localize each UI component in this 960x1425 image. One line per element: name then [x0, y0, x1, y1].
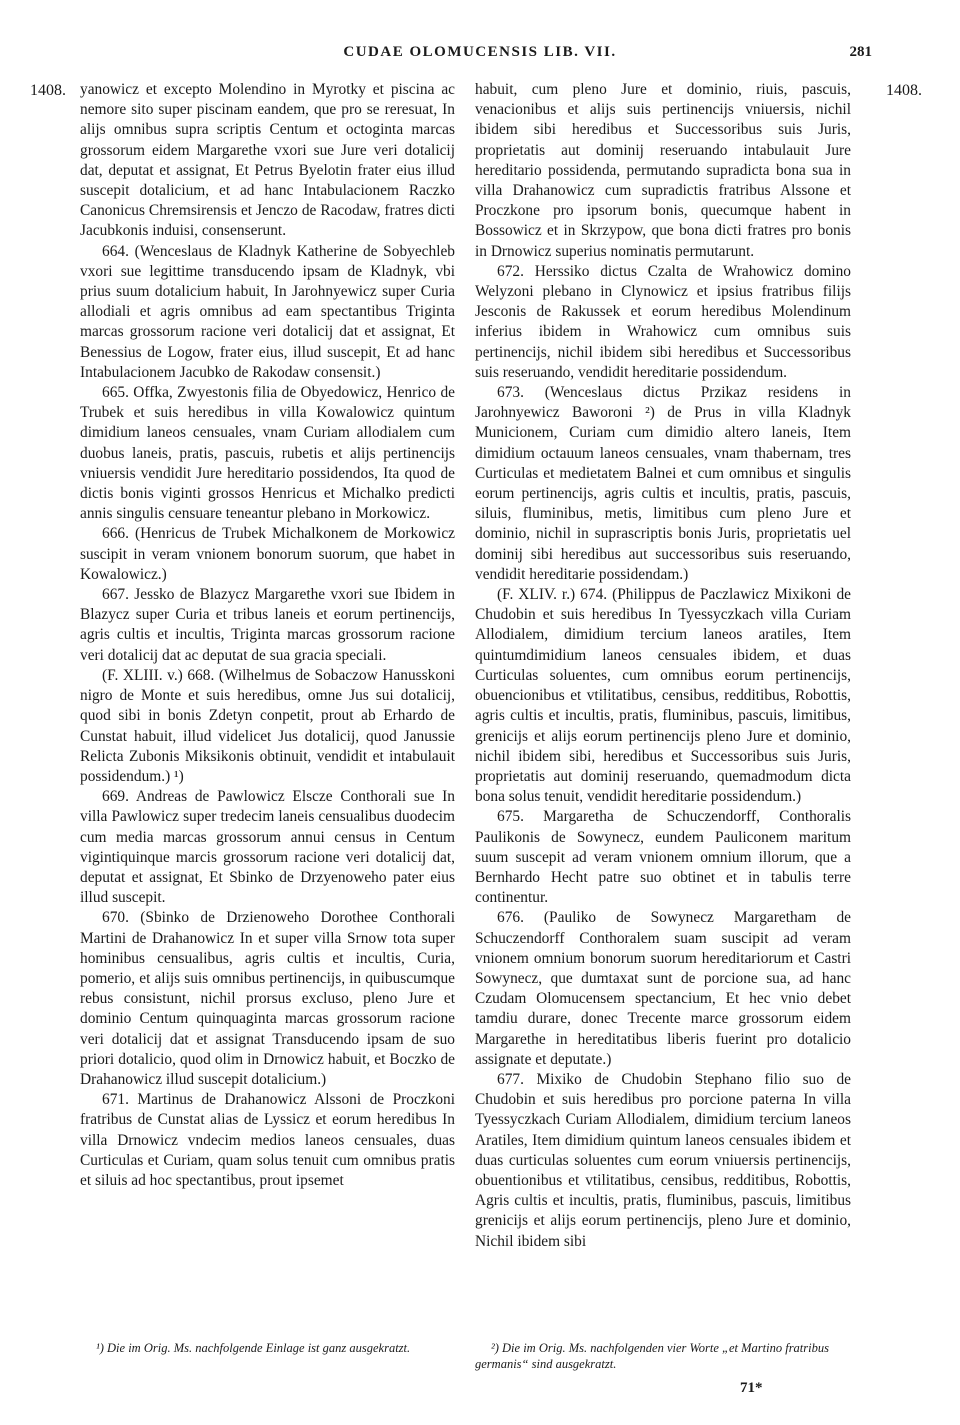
paragraph: (F. XLIII. v.) 668. (Wilhelmus de Sobaczow Hanusskoni nigro de Monte et suis heredibus, omne Jus sui dotalicij, quod sibi in bonis Zdetyn conpetit, prout ab Erhardo de Cunstat habuit, illud videlicet Jus dotalicij, quod Janussie Relicta Zubonis Miksikonis obtinuit, vendidit et intabulauit possidendum.) ¹)	[80, 666, 455, 785]
footnote: ²) Die im Orig. Ms. nachfolgenden vier Worte „et Martino fratribus germanis“ sind ausgekratzt.	[475, 1341, 829, 1371]
paragraph: 677. Mixiko de Chudobin Stephano filio suo de Chudobin et suis heredibus pro porcione paterna In villa Tyessyczkach Curiam Allodialem, dimidium tercium laneos Aratiles, Item dimidium quintum laneos censuales ibidem et duas curticulas soluentes cum eorum vniuersis pertinencijs, obuentionibus et vtilitatibus, censibus, redditibus, Robottis, Agris cultis et incultis, pratis, fluminibus, pascuis, limitibus grenicijs et alijs eorum pertinencijs, pleno Jure et dominio, Nichil ibidem sibi	[475, 1070, 851, 1250]
running-head	[0, 44, 960, 66]
paragraph: 670. (Sbinko de Drzienoweho Dorothee Conthorali Martini de Drahanowicz In et super villa Srnow tota super hominibus censualibus, agris cultis et incultis, Curia, pomerio, et alijs suis omnibus pertinencijs, in quibuscumque rebus consistunt, nichil prorsus excluso, pleno Jure et dominio Centum quinquaginta marcas grossorum racione veri dotalicij dat et assignat Transducendo ipsam de suo priori dotalicio, quod olim in Drnowicz habuit, et Boczko de Drahanowicz illud suscepit dotalicium.)	[80, 909, 455, 1088]
year-margin-left: 1408.	[30, 82, 66, 99]
paragraph: 675. Margaretha de Schuczendorff, Conthoralis Paulikonis de Sowynecz, eundem Pauliconem maritum suum suscepit ad veram vnionem omnium illorum, que a Bernhardo Hecht patre suo obtinet et in tabulis terre continentur.	[475, 808, 851, 907]
signature-mark: 71*	[740, 1380, 763, 1396]
paragraph: 673. (Wenceslaus dictus Przikaz residens in Jarohnyewicz Baworoni ²) de Prus in villa Kladnyk Municionem, Curiam cum dimidio altero laneis, Item dimidium octauum laneos censuales, vnam thabernam, tres Curticulas et medietatem Balnei et cum omnibus et singulis eorum pertinencijs, agris cultis et incultis, pratis, pascuis, siluis, fluminibus, metis, limitibus cum pleno Jure et dominio, nichil in suprascriptis bonis Juris, proprietatis uel dominij sibi heredibus aut successoribus suis reseruando, vendidit hereditarie possidendam.)	[475, 384, 851, 583]
paragraph: 667. Jessko de Blazycz Margarethe vxori sue Ibidem in Blazycz super Curia et tribus laneis et eorum pertinencijs, agris cultis et incultis, Triginta marcas grossorum racione veri dotalicij dat ac deputat de sua gracia speciali.	[80, 586, 455, 664]
left-column	[80, 80, 455, 1191]
paragraph: 666. (Henricus de Trubek Michalkonem de Morkowicz suscipit in veram vnionem bonorum suorum, que habet in Kowalowicz.)	[80, 525, 455, 583]
footnote-right	[475, 1340, 851, 1372]
paragraph: 676. (Pauliko de Sowynecz Margaretham de Schuczendorff Conthoralem suam suscipit ad veram vnionem omnium bonorum suorum hereditariorum et Castri Sowynecz, que dumtaxat sunt de porcione sua, ad hanc Czudam Olomucensem spectancium, Et hec vnio debet tamdiu durare, donec Trecente marce grossorum eidem Margarethe in hereditatibus liberis fuerint pro dotalicio assignate et deputate.)	[475, 909, 851, 1068]
year-margin-right: 1408.	[886, 82, 922, 99]
paragraph: 669. Andreas de Pawlowicz Elscze Conthorali sue In villa Pawlowicz super tredecim laneis censualibus duodecim cum media marcas grossorum annui census in Centum vigintiquinque marcis grossorum racione veri dotalicij dat, deputat et assignat, Et Sbinko de Drzyenoweho pater eius illud suscepit.	[80, 788, 455, 907]
paragraph: yanowicz et excepto Molendino in Myrotky et piscina ac nemore sito super piscinam eandem, que pro se reresuat, In alijs omnibus supra scriptis Centum et octoginta marcas grossorum eidem Margarethe vxori sue Jure veri dotalicij dat, deputat et assignat, Et Petrus Byelotin frater eius illud suscepit dotalicium, et ad hanc Intabulacionem Raczko Canonicus Chremsirensis et Jenczo de Racodaw, fratres dicti Jacubkonis induisi, consenserunt.	[80, 81, 455, 240]
paragraph: 665. Offka, Zwyestonis filia de Obyedowicz, Henrico de Trubek et suis heredibus in villa Kowalowicz quintum dimidium laneos censuales, vnam Curiam allodialem cum duobus laneis, pratis, pascuis, rubetis et alijs pertinencijs vniuersis vendidit Jure hereditario possidendos, Ita quod de dictis bonis viginti grossos Henricus et Michalko predicti annis singulis censuare teneantur plebano in Morkowicz.	[80, 384, 455, 523]
footnote-left	[80, 1340, 450, 1356]
paragraph: (F. XLIV. r.) 674. (Philippus de Paczlawicz Mixikoni de Chudobin et suis heredibus In Tyessyczkach villa Curiam Allodialem, dimidium tercium laneos aratiles, Item quintumdimidium laneos censuales ibidem, et duas Curticulas soluentes, cum omnibus eorum pertinencijs, obuencionibus et vtilitatibus, censibus, redditibus, Robottis, agris cultis et incultis, pratis, fluminibus, pascuis, limitibus, grenicijs et alijs eorum pertinencijs pleno Jure et dominio, nichil ibidem sibi, heredibus et Successoribus suis Juris, proprietatis aut dominij reseruando, quemadmodum dicta bona solus tenuit, vendidit hereditarie possidendum.)	[475, 586, 851, 806]
paragraph: 671. Martinus de Drahanowicz Alssoni de Proczkoni fratribus de Cunstat alias de Lyssicz et eorum heredibus In villa Drnowicz vndecim medios laneos censuales, duas Curticulas et Curiam, quam solus tenuit cum omnibus pratis et siluis ad hoc spectantibus, prout ipsemet	[80, 1091, 455, 1189]
paragraph: habuit, cum pleno Jure et dominio, riuis, pascuis, venacionibus et alijs suis pertinencijs vniuersis, nichil ibidem sibi heredibus et Successoribus suis Juris, proprietatis aut dominij reseruando intabulauit Jure hereditario possidenda, permutando supradicta bona sua in villa Drahanowicz cum supradictis fratribus Alssone et Proczkone pro ipsorum bonis, quecumque habent in Bossowicz et in Skrzypow, que bona dicti fratres pro bonis in Drnowicz superius nominatis permutarunt.	[475, 81, 851, 260]
paragraph: 664. (Wenceslaus de Kladnyk Katherine de Sobyechleb vxori sue legittime transducendo ipsam de Kladnyk, vbi prius suum dotalicium habuit, In Jarohnyewicz super Curia allodiali et agris omnibus ad eam spectantibus Triginta marcas grossorum racione veri dotalicij dat et assignat, Et Benessius de Logow, frater eius, illud suscepit, Et ad hanc Intabulacionem Jacubko de Rakodaw consensit.)	[80, 242, 455, 381]
page-number: 281	[849, 44, 872, 60]
footnote: ¹) Die im Orig. Ms. nachfolgende Einlage ist ganz ausgekratzt.	[96, 1341, 411, 1355]
running-title: CUDAE OLOMUCENSIS LIB. VII.	[343, 44, 617, 60]
paragraph: 672. Herssiko dictus Czalta de Wrahowicz domino Welyzoni plebano in Clynowicz et ipsius fratribus filijs Jesconis de Rakussek et eorum heredibus Molendinum inferius ibidem in Wrahowicz cum omnibus suis pertinencijs, nichil ibidem sibi heredibus et Successoribus suis reseruando, vendidit hereditarie possidendum.	[475, 262, 851, 381]
right-column	[475, 80, 851, 1252]
